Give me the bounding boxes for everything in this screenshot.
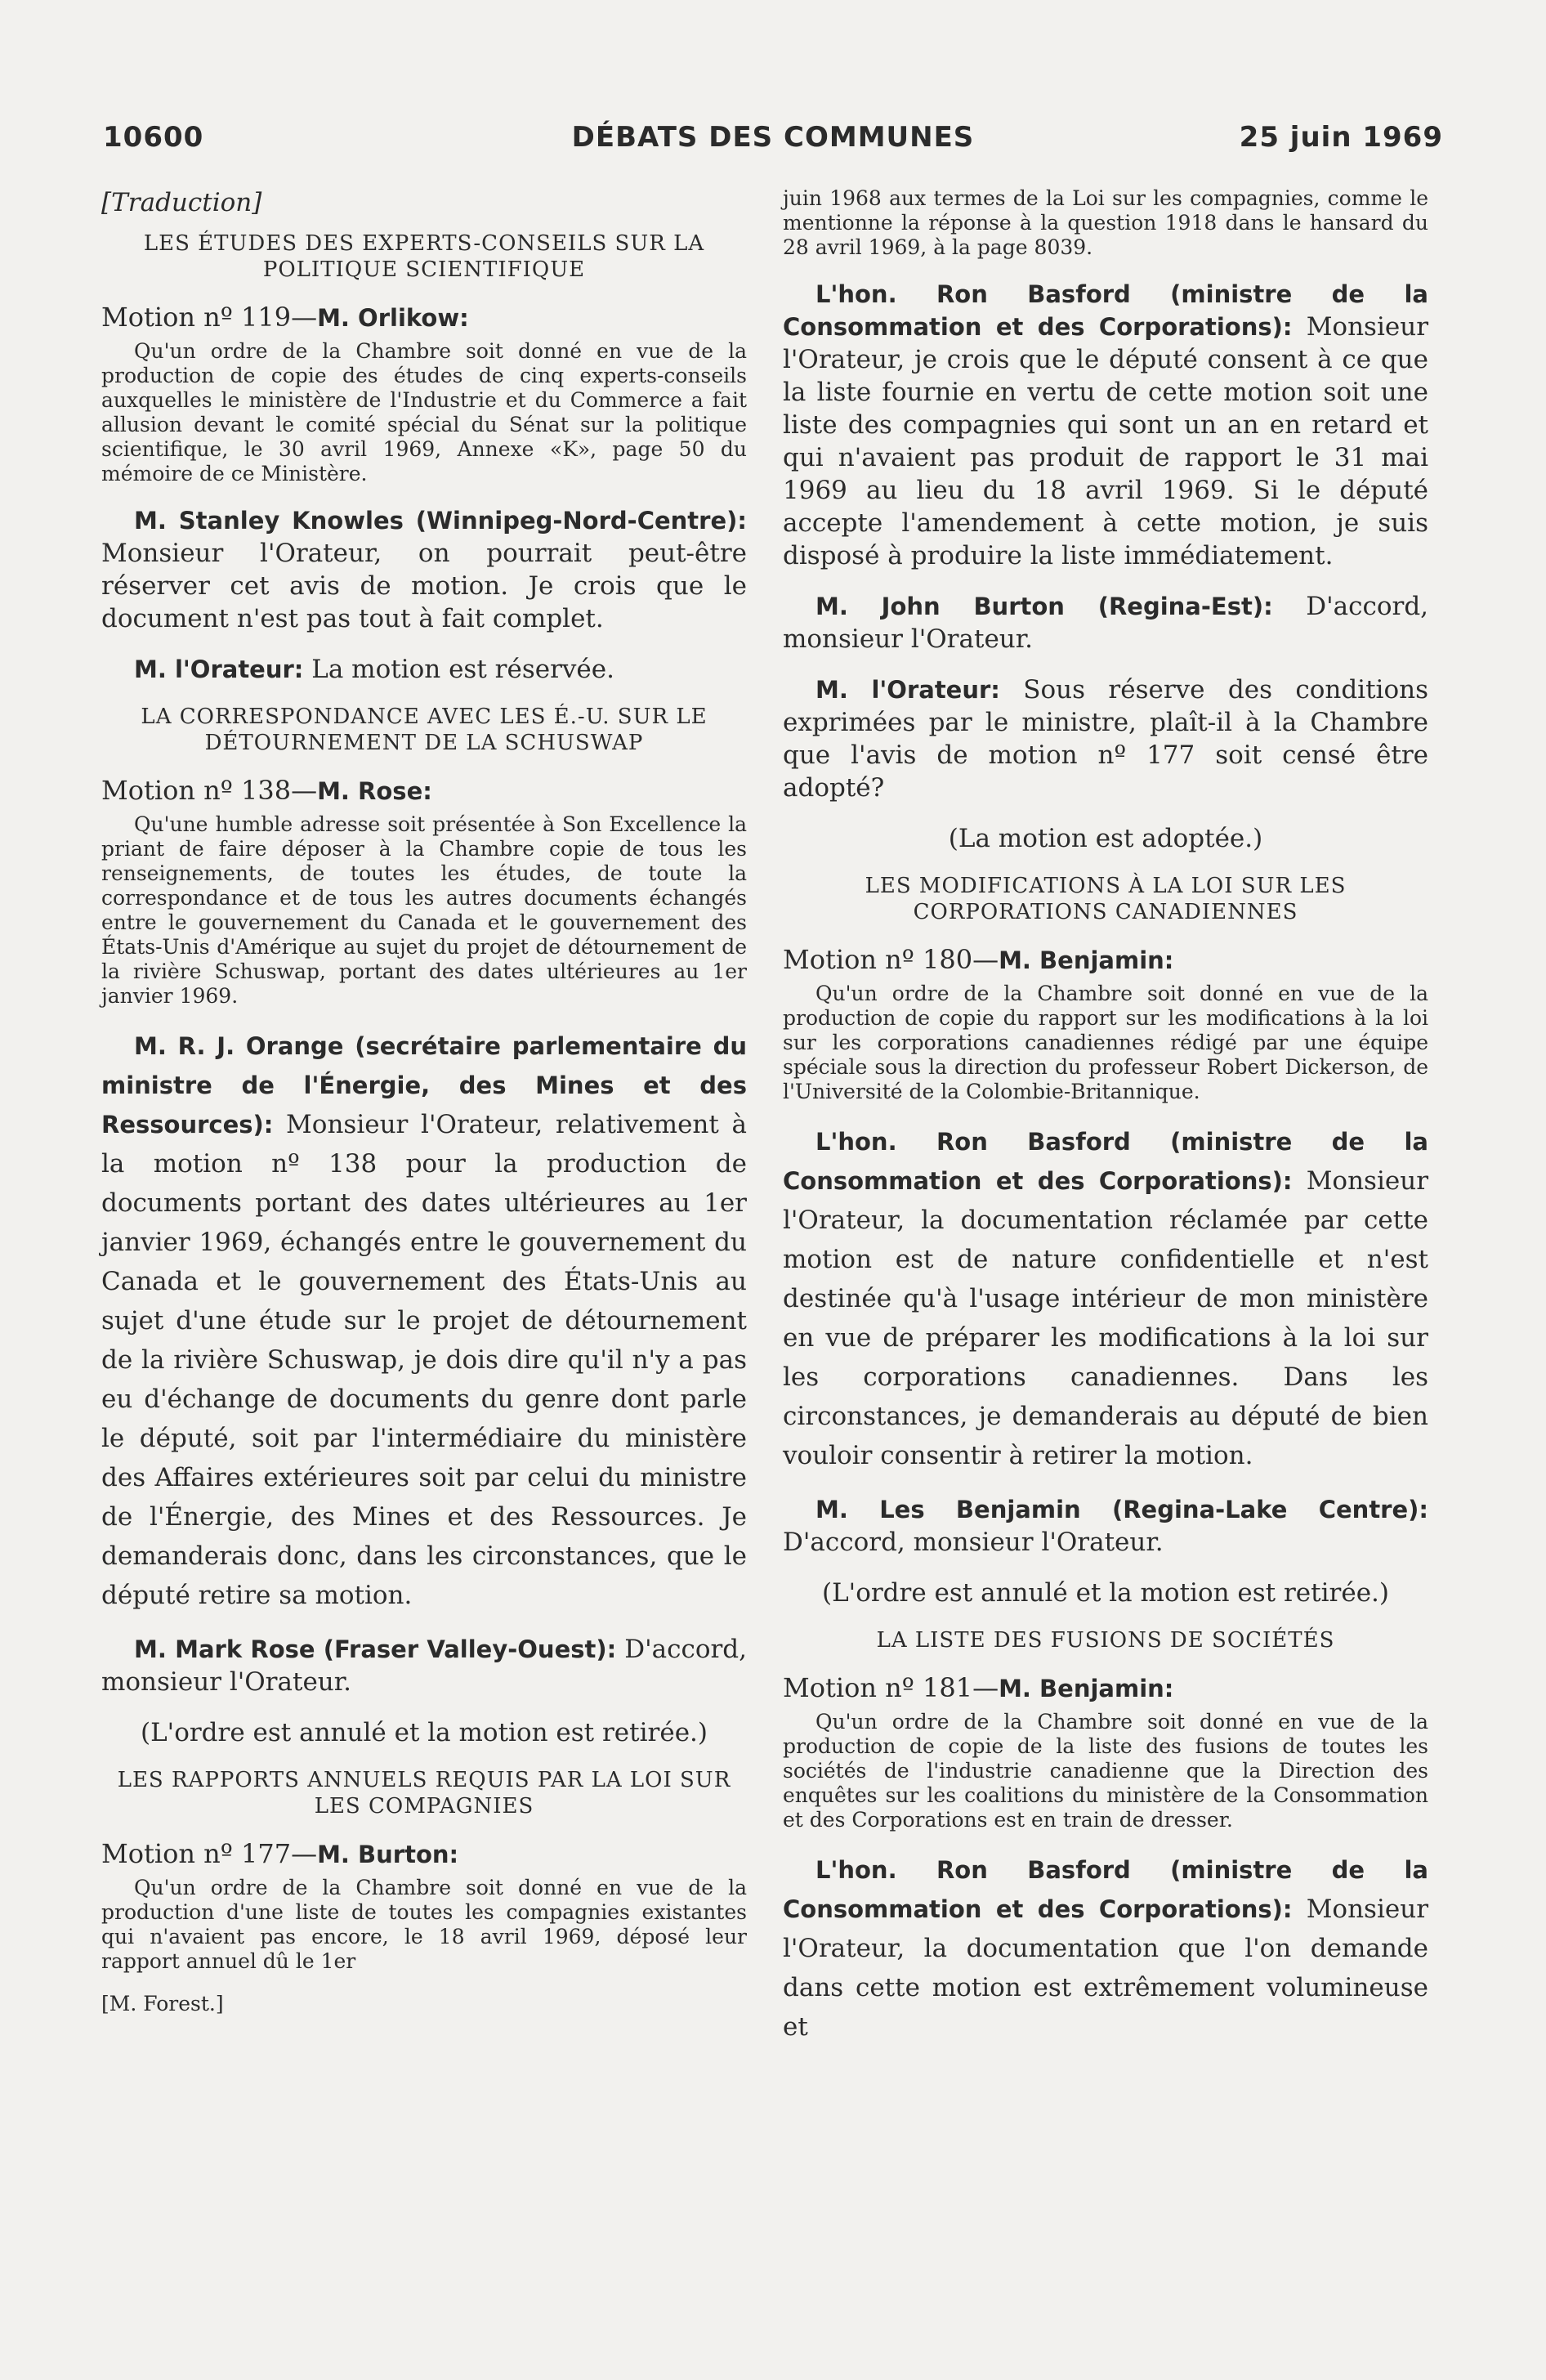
speaker-name: M. Mark Rose (Fraser Valley-Ouest):	[134, 1635, 617, 1663]
motion-line	[101, 1837, 747, 1871]
right-column	[783, 186, 1428, 2065]
motion-mover: M. Benjamin:	[999, 1675, 1174, 1702]
speech-paragraph	[783, 673, 1428, 804]
speech-text: Monsieur l'Orateur, la documentation réclamée par cette motion est de nature confidentielle et n'est destinée qu'à l'usage intérieur de mon ministère en vue de préparer les modifications à la loi sur les corporations canadiennes. Dans les circonstances, je demanderais au député de bien vouloir consentir à retirer la motion.	[783, 1166, 1429, 1470]
motion-mover: M. Burton:	[317, 1841, 459, 1868]
translation-note: [Traduction]	[101, 188, 262, 217]
speaker-name: M. l'Orateur:	[134, 655, 304, 683]
speech-paragraph	[783, 278, 1428, 572]
section-heading: LES RAPPORTS ANNUELS REQUIS PAR LA LOI SUR LES COMPAGNIES	[117, 1768, 731, 1819]
speech-paragraph	[101, 1027, 747, 1615]
motion-line	[101, 774, 747, 808]
speech-text: Monsieur l'Orateur, je crois que le député consent à ce que la liste fournie en vertu de cette motion soit une liste des compagnies qui sont un an en retard et qui n'avaient pas produit de rapport le 31 mai 1969 au lieu du 18 avril 1969. Si le député accepte l'amendement à cette motion, je suis disposé à produire la liste immédiatement.	[783, 312, 1429, 570]
speech-paragraph	[783, 1493, 1428, 1559]
speaker-name: M. l'Orateur:	[815, 676, 1000, 704]
speaker-name: M. John Burton (Regina-Est):	[815, 593, 1273, 620]
motion-mover: M. Rose:	[317, 777, 432, 805]
motion-number: Motion nº 138—	[101, 775, 318, 806]
motion-number: Motion nº 177—	[101, 1838, 318, 1869]
speaker-reference: [M. Forest.]	[101, 1992, 224, 2015]
speech-text: La motion est réservée.	[311, 655, 614, 684]
speaker-name: M. Les Benjamin (Regina-Lake Centre):	[815, 1496, 1428, 1523]
page-header	[103, 121, 1443, 170]
speech-paragraph	[783, 590, 1428, 655]
motion-line	[101, 301, 747, 334]
speech-text: D'accord, monsieur l'Orateur.	[783, 1528, 1164, 1557]
speaker-name: L'hon. Ron Basford (ministre de la Consommation et des Corporations):	[783, 280, 1428, 341]
speech-paragraph	[783, 1850, 1428, 2047]
speech-paragraph	[101, 653, 747, 686]
speech-paragraph	[783, 1122, 1428, 1475]
motion-line	[783, 943, 1428, 977]
speech-text: D'accord, monsieur l'Orateur.	[101, 1635, 747, 1697]
procedural-note: (La motion est adoptée.)	[948, 824, 1263, 853]
speech-text: Monsieur l'Orateur, on pourrait peut-être réserver cet avis de motion. Je crois que le document n'est pas tout à fait complet.	[101, 539, 747, 633]
motion-text: Qu'un ordre de la Chambre soit donné en vue de la production de copie du rapport sur les modifications à la loi sur les corporations canadiennes rédigé par une équipe spéciale sous la direction du professeur Robert Dickerson, de l'Université de la Colombie-Britannique.	[783, 982, 1428, 1103]
section-heading: LA LISTE DES FUSIONS DE SOCIÉTÉS	[876, 1628, 1335, 1653]
left-column	[101, 186, 747, 2016]
motion-mover: M. Orlikow:	[317, 304, 469, 332]
speech-paragraph	[101, 504, 747, 635]
speaker-name: M. R. J. Orange (secrétaire parlementaire du ministre de l'Énergie, des Mines et des Ressources):	[101, 1032, 747, 1139]
procedural-note: (L'ordre est annulé et la motion est retirée.)	[822, 1578, 1389, 1608]
section-heading: LES MODIFICATIONS À LA LOI SUR LES CORPORATIONS CANADIENNES	[865, 874, 1347, 924]
speech-paragraph	[101, 1633, 747, 1698]
motion-number: Motion nº 180—	[783, 944, 999, 975]
speech-text: Monsieur l'Orateur, la documentation que l'on demande dans cette motion est extrêmement volumineuse et	[783, 1895, 1429, 2042]
procedural-note: (L'ordre est annulé et la motion est retirée.)	[141, 1718, 708, 1747]
speech-text: Monsieur l'Orateur, relativement à la motion nº 138 pour la production de documents portant des dates ultérieures au 1er janvier 1969, échangés entre le gouvernement du Canada et le gouvernement des États-Unis au sujet d'une étude sur le projet de détournement de la rivière Schuswap, je dois dire qu'il n'y a pas eu d'échange de documents du genre dont parle le député, soit par l'intermédiaire du ministère des Affaires extérieures soit par celui du ministre de l'Énergie, des Mines et des Ressources. Je demanderais donc, dans les circonstances, que le député retire sa motion.	[101, 1110, 747, 1610]
motion-text: Qu'un ordre de la Chambre soit donné en vue de la production de copie de la liste des fusions de toutes les sociétés de l'industrie canadienne que la Direction des enquêtes sur les coalitions du ministère de la Consommation et des Corporations est en train de dresser.	[783, 1710, 1428, 1832]
page-number: 10600	[103, 121, 204, 154]
speech-text: Sous réserve des conditions exprimées par le ministre, plaît-il à la Chambre que l'avis de motion nº 177 soit censé être adopté?	[783, 675, 1429, 803]
speaker-name: M. Stanley Knowles (Winnipeg-Nord-Centre):	[134, 507, 747, 535]
motion-number: Motion nº 181—	[783, 1672, 999, 1703]
motion-text: Qu'une humble adresse soit présentée à Son Excellence la priant de faire déposer à la Chambre copie de tous les renseignements, de toutes les études, de toute la correspondance et de tous les autres documents échangés entre le gouvernement du Canada et le gouvernement des États-Unis d'Amérique au sujet du projet de détournement de la rivière Schuswap, portant des dates ultérieures au 1er janvier 1969.	[101, 812, 747, 1008]
page-date: 25 juin 1969	[1239, 121, 1443, 154]
speaker-name: L'hon. Ron Basford (ministre de la Consommation et des Corporations):	[783, 1856, 1428, 1923]
section-heading: LES ÉTUDES DES EXPERTS-CONSEILS SUR LA POLITIQUE SCIENTIFIQUE	[143, 231, 705, 282]
speaker-name: L'hon. Ron Basford (ministre de la Consommation et des Corporations):	[783, 1128, 1428, 1195]
motion-mover: M. Benjamin:	[999, 946, 1174, 974]
section-heading: LA CORRESPONDANCE AVEC LES É.-U. SUR LE DÉTOURNEMENT DE LA SCHUSWAP	[141, 705, 708, 755]
speech-text: D'accord, monsieur l'Orateur.	[783, 592, 1429, 654]
motion-number: Motion nº 119—	[101, 302, 318, 333]
motion-text-continued: juin 1968 aux termes de la Loi sur les compagnies, comme le mentionne la réponse à la question 1918 dans le hansard du 28 avril 1969, à la page 8039.	[783, 186, 1428, 259]
motion-line	[783, 1671, 1428, 1705]
motion-text: Qu'un ordre de la Chambre soit donné en vue de la production d'une liste de toutes les compagnies existantes qui n'avaient pas encore, le 18 avril 1969, déposé leur rapport annuel dû le 1er	[101, 1876, 747, 1973]
journal-title: DÉBATS DES COMMUNES	[571, 121, 975, 154]
motion-text: Qu'un ordre de la Chambre soit donné en vue de la production de copie des études de cinq experts-conseils auxquelles le ministère de l'Industrie et du Commerce a fait allusion devant le comité spécial du Sénat sur la politique scientifique, le 30 avril 1969, Annexe «K», page 50 du mémoire de ce Ministère.	[101, 339, 747, 485]
